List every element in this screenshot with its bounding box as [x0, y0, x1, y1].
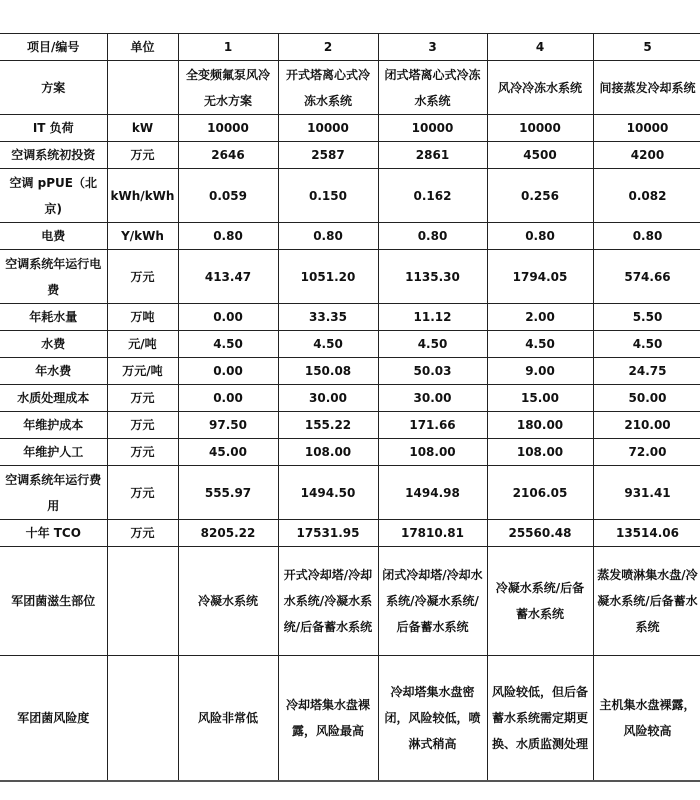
row-unit: [107, 61, 178, 115]
cell: 间接蒸发冷却系统: [593, 61, 700, 115]
row-label: 军团菌滋生部位: [0, 547, 107, 656]
cell: 2861: [378, 142, 487, 169]
cell: 15.00: [487, 385, 593, 412]
table-row-it-load: [0, 115, 700, 142]
cell: 1135.30: [378, 250, 487, 304]
cell: 1051.20: [278, 250, 378, 304]
comparison-table: [0, 33, 700, 782]
row-unit: kWh/kWh: [107, 169, 178, 223]
row-label: 电费: [0, 223, 107, 250]
table-row-annual-electricity-cost: [0, 250, 700, 304]
cell: 2646: [178, 142, 278, 169]
cell: 10000: [378, 115, 487, 142]
cell: 闭式冷却塔/冷却水系统/冷凝水系统/后备蓄水系统: [378, 547, 487, 656]
cell: 全变频氟泵风冷无水方案: [178, 61, 278, 115]
row-unit: 万元: [107, 142, 178, 169]
cell: 冷却塔集水盘裸露，风险最高: [278, 656, 378, 782]
cell: 4.50: [487, 331, 593, 358]
row-label: 空调 pPUE（北京): [0, 169, 107, 223]
table-row-legionella-risk: [0, 656, 700, 782]
header-row: [0, 34, 700, 61]
cell: 4200: [593, 142, 700, 169]
header-cell: 项目/编号: [0, 34, 107, 61]
row-label: 方案: [0, 61, 107, 115]
table-row-water-treatment-cost: [0, 385, 700, 412]
table-row-water-price: [0, 331, 700, 358]
header-cell: 5: [593, 34, 700, 61]
row-unit: 万元: [107, 439, 178, 466]
row-unit: 万元: [107, 520, 178, 547]
cell: 11.12: [378, 304, 487, 331]
cell: 0.00: [178, 358, 278, 385]
table-row-ten-year-tco: [0, 520, 700, 547]
cell: 10000: [278, 115, 378, 142]
cell: 108.00: [487, 439, 593, 466]
cell: 0.80: [487, 223, 593, 250]
cell: 555.97: [178, 466, 278, 520]
table-row-annual-water-use: [0, 304, 700, 331]
row-unit: Y/kWh: [107, 223, 178, 250]
cell: 0.162: [378, 169, 487, 223]
cell: 4500: [487, 142, 593, 169]
cell: 0.082: [593, 169, 700, 223]
cell: 4.50: [178, 331, 278, 358]
cell: 5.50: [593, 304, 700, 331]
cell: 10000: [178, 115, 278, 142]
cell: 闭式塔离心式冷冻水系统: [378, 61, 487, 115]
cell: 30.00: [378, 385, 487, 412]
cell: 4.50: [378, 331, 487, 358]
table-row-annual-maintenance-labor: [0, 439, 700, 466]
cell: 17531.95: [278, 520, 378, 547]
header-cell: 3: [378, 34, 487, 61]
cell: 主机集水盘裸露，风险较高: [593, 656, 700, 782]
cell: 4.50: [593, 331, 700, 358]
cell: 210.00: [593, 412, 700, 439]
cell: 风险较低，但后备蓄水系统需定期更换、水质监测处理: [487, 656, 593, 782]
row-unit: [107, 547, 178, 656]
row-label: 空调系统初投资: [0, 142, 107, 169]
cell: 0.80: [278, 223, 378, 250]
row-label: 十年 TCO: [0, 520, 107, 547]
table-row-ppue: [0, 169, 700, 223]
cell: 0.00: [178, 304, 278, 331]
row-unit: 万元: [107, 385, 178, 412]
row-label: IT 负荷: [0, 115, 107, 142]
row-label: 空调系统年运行电费: [0, 250, 107, 304]
cell: 0.256: [487, 169, 593, 223]
cell: 蒸发喷淋集水盘/冷凝水系统/后备蓄水系统: [593, 547, 700, 656]
row-label: 军团菌风险度: [0, 656, 107, 782]
row-label: 年维护成本: [0, 412, 107, 439]
row-unit: [107, 656, 178, 782]
cell: 2106.05: [487, 466, 593, 520]
row-label: 水质处理成本: [0, 385, 107, 412]
table-row-annual-maintenance-cost: [0, 412, 700, 439]
cell: 97.50: [178, 412, 278, 439]
cell: 开式冷却塔/冷却水系统/冷凝水系统/后备蓄水系统: [278, 547, 378, 656]
row-unit: 万吨: [107, 304, 178, 331]
row-unit: 元/吨: [107, 331, 178, 358]
row-unit: 万元: [107, 250, 178, 304]
cell: 45.00: [178, 439, 278, 466]
cell: 4.50: [278, 331, 378, 358]
cell: 开式塔离心式冷冻水系统: [278, 61, 378, 115]
cell: 72.00: [593, 439, 700, 466]
row-label: 年维护人工: [0, 439, 107, 466]
cell: 24.75: [593, 358, 700, 385]
row-label: 水费: [0, 331, 107, 358]
row-unit: 万元: [107, 412, 178, 439]
table-row-electricity-price: [0, 223, 700, 250]
cell: 风险非常低: [178, 656, 278, 782]
cell: 10000: [593, 115, 700, 142]
cell: 413.47: [178, 250, 278, 304]
cell: 13514.06: [593, 520, 700, 547]
cell: 50.03: [378, 358, 487, 385]
table-row-annual-water-cost: [0, 358, 700, 385]
header-cell: 1: [178, 34, 278, 61]
row-label: 空调系统年运行费用: [0, 466, 107, 520]
cell: 0.150: [278, 169, 378, 223]
cell: 0.80: [593, 223, 700, 250]
cell: 8205.22: [178, 520, 278, 547]
cell: 171.66: [378, 412, 487, 439]
header-cell: 4: [487, 34, 593, 61]
cell: 108.00: [278, 439, 378, 466]
cell: 931.41: [593, 466, 700, 520]
cell: 50.00: [593, 385, 700, 412]
cell: 0.80: [378, 223, 487, 250]
cell: 155.22: [278, 412, 378, 439]
cell: 150.08: [278, 358, 378, 385]
row-unit: kW: [107, 115, 178, 142]
table-row-initial-investment: [0, 142, 700, 169]
cell: 33.35: [278, 304, 378, 331]
cell: 108.00: [378, 439, 487, 466]
cell: 风冷冷冻水系统: [487, 61, 593, 115]
table-row-scheme: [0, 61, 700, 115]
cell: 0.80: [178, 223, 278, 250]
cell: 冷凝水系统: [178, 547, 278, 656]
table-row-legionella-sites: [0, 547, 700, 656]
cell: 180.00: [487, 412, 593, 439]
row-unit: 万元/吨: [107, 358, 178, 385]
cell: 17810.81: [378, 520, 487, 547]
cell: 1794.05: [487, 250, 593, 304]
header-cell: 单位: [107, 34, 178, 61]
cell: 1494.98: [378, 466, 487, 520]
row-label: 年耗水量: [0, 304, 107, 331]
cell: 冷却塔集水盘密闭，风险较低，喷淋式稍高: [378, 656, 487, 782]
row-unit: 万元: [107, 466, 178, 520]
row-label: 年水费: [0, 358, 107, 385]
cell: 574.66: [593, 250, 700, 304]
cell: 0.00: [178, 385, 278, 412]
cell: 0.059: [178, 169, 278, 223]
cell: 1494.50: [278, 466, 378, 520]
cell: 2587: [278, 142, 378, 169]
cell: 冷凝水系统/后备蓄水系统: [487, 547, 593, 656]
table-row-annual-operating-cost: [0, 466, 700, 520]
header-cell: 2: [278, 34, 378, 61]
cell: 30.00: [278, 385, 378, 412]
cell: 10000: [487, 115, 593, 142]
cell: 9.00: [487, 358, 593, 385]
cell: 25560.48: [487, 520, 593, 547]
cell: 2.00: [487, 304, 593, 331]
